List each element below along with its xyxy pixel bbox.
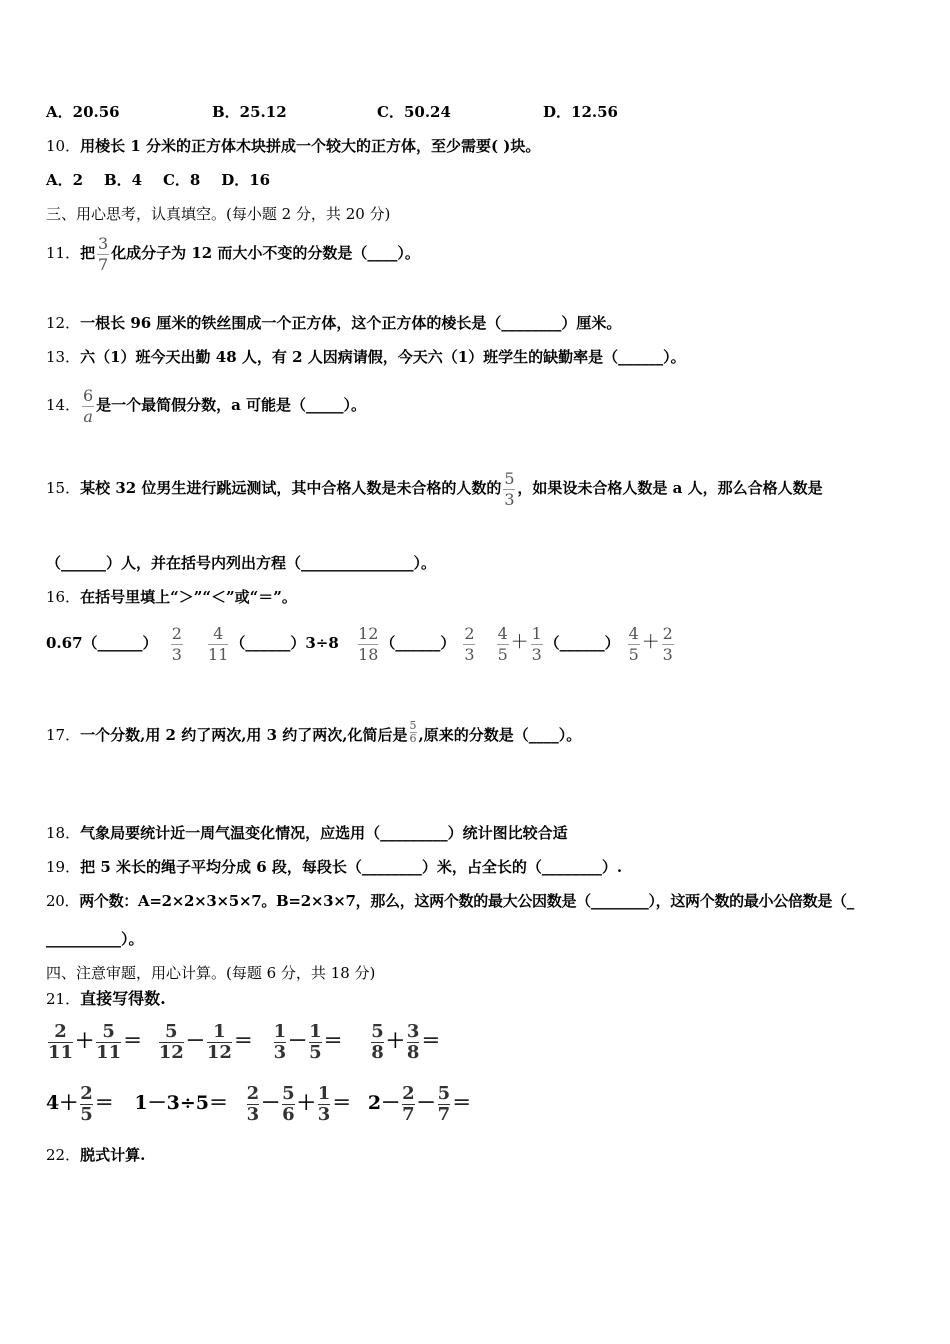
q9-option-b[interactable]: B．25.12 [212,103,287,121]
question-number: 16． [46,588,81,606]
fraction [531,624,543,665]
question-text: 两个数：A=2×2×3×5×7。B=2×3×7，那么，这两个数的最大公因数是（________），这两个数的最小公倍数是（_ [79,892,854,910]
q16-comparisons [46,621,676,665]
numerator: 2 [402,1082,415,1104]
question-text: 脱式计算. [80,1146,146,1164]
question-16 [46,588,297,606]
fraction [207,1022,232,1063]
calc-row-2 [46,1080,471,1126]
denominator: 11 [48,1041,74,1063]
question-13 [46,348,686,366]
question-text: 六（1）班今天出勤 48 人，有 2 人因病请假，今天六（1）班学生的缺勤率是（______）。 [80,348,686,366]
denominator: 3 [662,644,673,664]
question-14 [46,385,366,427]
operator: － [288,1030,308,1052]
fraction [410,720,417,745]
operator: － [185,1030,205,1052]
question-20-line-2: __________）。 [46,930,144,948]
calc-expression[interactable] [272,1020,343,1063]
fraction [80,1084,93,1125]
denominator: 3 [317,1103,331,1125]
question-text-post: 是一个最简假分数，a 可能是（_____）。 [96,396,367,414]
numerator: 5 [371,1020,384,1042]
question-text: 直接写得数. [80,989,166,1008]
plus-sign: ＋ [641,632,660,653]
denominator: 6 [409,732,417,745]
denominator: 8 [371,1041,384,1063]
calc-expression[interactable] [245,1082,352,1125]
question-number: 20． [46,892,80,910]
comparison-b[interactable]: （______）3÷8 [230,634,339,652]
calc-expression[interactable]: 1－3÷5＝ [134,1092,228,1114]
calc-expression[interactable] [46,1082,114,1125]
denominator: 3 [531,644,542,664]
numerator: 5 [437,1082,451,1104]
question-22 [46,1146,145,1164]
question-text-post: 化成分子为 12 而大小不变的分数是（____）。 [111,244,420,262]
question-12 [46,314,621,332]
calc-expression[interactable] [367,1082,472,1125]
question-18 [46,824,568,842]
numerator: 4 [497,623,508,643]
fraction [96,1022,121,1063]
question-number: 18． [46,824,81,842]
denominator: 5 [80,1103,93,1125]
q9-option-c[interactable]: C．50.24 [377,103,451,121]
numerator: 12 [358,623,379,643]
fraction [208,624,228,665]
question-number: 12． [46,314,81,332]
question-text-pre: 一个分数,用 2 约了两次,用 3 约了两次,化简后是 [80,726,408,744]
numerator: 4 [628,623,639,643]
denominator: 3 [504,489,515,509]
equals-sign: ＝ [233,1030,253,1052]
denominator: 7 [98,254,109,274]
comparison-d[interactable]: （______） [544,634,620,652]
q9-option-a[interactable]: A．20.56 [46,103,120,121]
question-number: 14． [46,396,81,414]
fraction [662,624,674,665]
numerator: 2 [662,623,673,643]
denominator: 3 [246,1103,260,1125]
numerator: 3 [98,233,109,253]
fraction [463,624,475,665]
question-number: 21． [46,990,81,1008]
comparison-a[interactable]: 0.67（______） [46,634,158,652]
fraction [402,1084,415,1125]
question-17 [46,720,581,750]
operator: ＋ [75,1030,95,1052]
question-text: 气象局要统计近一周气温变化情况，应选用（_________）统计图比较合适 [80,824,568,842]
denominator: 3 [273,1041,287,1063]
fraction [407,1022,420,1063]
numerator: 1 [317,1082,331,1104]
numerator: 1 [213,1020,226,1042]
section-4-heading: 四、注意审题，用心计算。(每题 6 分，共 18 分) [46,964,376,982]
question-20 [46,892,854,910]
question-number: 17． [46,726,81,744]
operator: ＋ [385,1030,405,1052]
equals-sign: ＝ [332,1092,352,1114]
fraction [97,234,109,275]
question-text: 在括号里填上“＞”“＜”或“＝”。 [80,588,297,606]
fraction [503,469,515,510]
question-15-line-2: （______）人，并在括号内列出方程（_______________）。 [46,554,437,572]
question-19 [46,858,622,876]
question-text-post: ,原来的分数是（____）。 [418,726,582,744]
denominator: 18 [358,644,379,664]
calc-expression[interactable] [46,1020,143,1063]
comparison-c[interactable]: （______） [380,634,456,652]
fraction [318,1084,331,1125]
fraction [282,1084,295,1125]
equals-sign: ＝ [94,1092,114,1114]
question-text: 用棱长 1 分米的正方体木块拼成一个较大的正方体，至少需要( )块。 [80,137,541,155]
numerator: 5 [282,1082,295,1104]
equals-sign: ＝ [452,1092,472,1114]
equals-sign: ＝ [323,1030,343,1052]
fraction [82,386,94,427]
fraction [274,1022,287,1063]
calc-row-1 [46,1018,440,1064]
operand: 2－ [367,1092,401,1114]
section-3-heading: 三、用心思考，认真填空。(每小题 2 分，共 20 分) [46,205,391,223]
denominator: 8 [406,1041,420,1063]
denominator: 12 [206,1041,232,1063]
denominator: 3 [171,644,182,664]
denominator: 3 [464,644,475,664]
q9-option-d[interactable]: D．12.56 [543,103,618,121]
question-11 [46,233,420,275]
question-number: 13． [46,348,81,366]
numerator: 2 [171,623,182,643]
numerator: 2 [246,1082,260,1104]
fraction [159,1022,184,1063]
numerator: 1 [273,1020,287,1042]
question-number: 22． [46,1146,81,1164]
numerator: 3 [406,1020,420,1042]
question-21 [46,990,166,1008]
question-text-post: ，如果设未合格人数是 a 人，那么合格人数是 [517,479,823,497]
numerator: 6 [83,385,94,405]
fraction [628,624,640,665]
operator: ＋ [296,1092,316,1114]
fraction [247,1084,260,1125]
denominator: 11 [208,644,229,664]
question-15 [46,468,823,510]
calc-expression[interactable] [157,1020,253,1063]
numerator: 5 [504,468,515,488]
denominator: 5 [309,1041,322,1063]
fraction [438,1084,451,1125]
fraction [48,1022,73,1063]
denominator: 5 [628,644,639,664]
fraction [171,624,183,665]
numerator: 5 [165,1020,178,1042]
question-text: 把 5 米长的绳子平均分成 6 段，每段长（________）米，占全长的（________）. [80,858,623,876]
numerator: 1 [309,1020,322,1042]
q10-options[interactable]: A．2 B．4 C．8 D．16 [46,171,271,189]
question-text-pre: 某校 32 位男生进行跳远测试，其中合格人数是未合格的人数的 [80,479,502,497]
question-number: 15． [46,479,81,497]
denominator: 5 [497,644,508,664]
question-number: 11． [46,244,81,262]
equals-sign: ＝ [123,1030,143,1052]
denominator: a [83,406,93,426]
numerator: 5 [102,1020,115,1042]
numerator: 2 [464,623,475,643]
question-10 [46,137,540,155]
denominator: 7 [437,1103,451,1125]
numerator: 2 [54,1020,67,1042]
fraction [358,624,378,665]
denominator: 11 [96,1041,122,1063]
question-text-pre: 把 [80,244,96,262]
fraction [497,624,509,665]
denominator: 7 [402,1103,415,1125]
question-number: 19． [46,858,81,876]
plus-sign: ＋ [510,632,529,653]
operator: － [416,1092,436,1114]
operator: － [261,1092,281,1114]
numerator: 1 [531,623,542,643]
denominator: 6 [282,1103,295,1125]
question-text: 一根长 96 厘米的铁丝围成一个正方体，这个正方体的棱长是（________）厘米。 [80,314,622,332]
question-number: 10． [46,137,81,155]
calc-expression[interactable] [369,1020,441,1063]
numerator: 5 [409,719,417,732]
denominator: 12 [158,1041,184,1063]
fraction [371,1022,384,1063]
fraction [309,1022,322,1063]
equals-sign: ＝ [421,1030,441,1052]
numerator: 2 [80,1082,93,1104]
operand: 4＋ [46,1092,79,1114]
numerator: 4 [213,623,224,643]
